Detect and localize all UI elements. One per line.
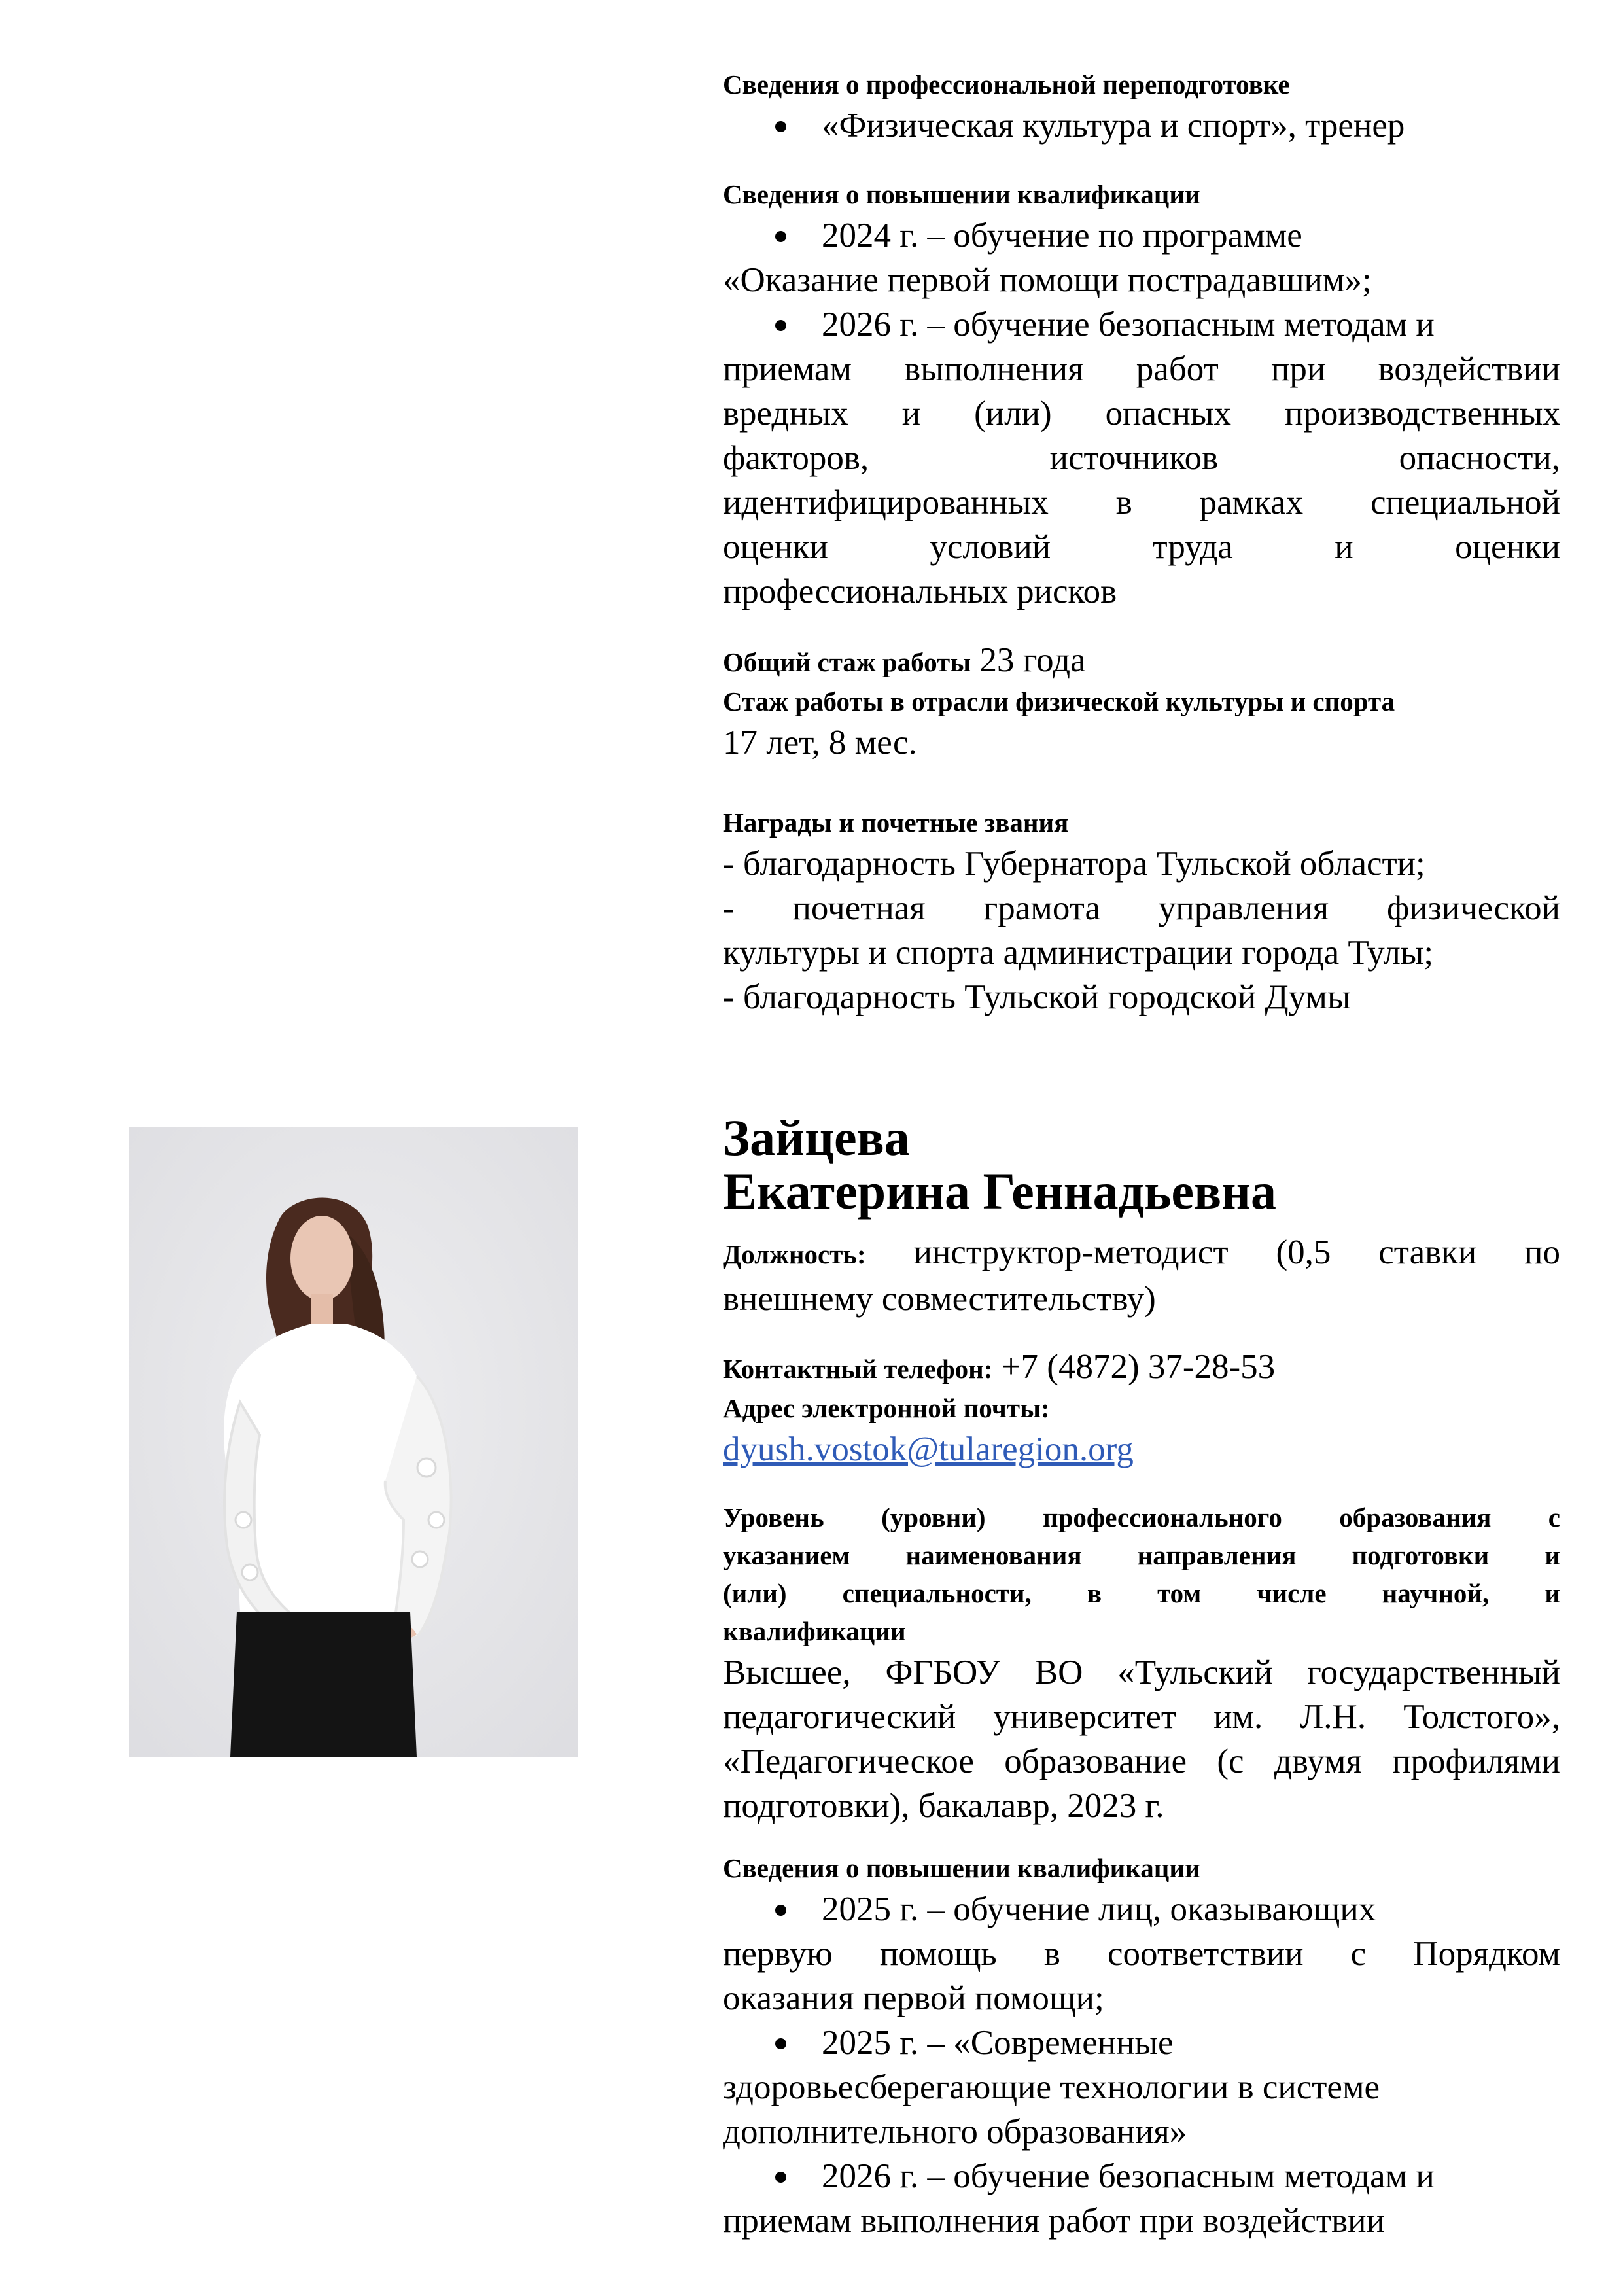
award-item: - благодарность Тульской городской Думы — [723, 978, 1351, 1016]
total-experience-value: 23 года — [979, 641, 1086, 679]
education-heading-line: (или) специальности, в том числе научной, и — [723, 1578, 1560, 1608]
position-line-cont: внешнему совместительству) — [723, 1280, 1156, 1318]
person-qualification-item-2-cont: дополнительного образования» — [723, 2113, 1187, 2151]
education-block — [723, 1498, 1560, 1828]
qualification-item-2-line: приемам выполнения работ при воздействии — [723, 350, 1560, 388]
email-link[interactable]: dyush.vostok@tularegion.org — [723, 1430, 1134, 1468]
retraining-item: «Физическая культура и спорт», тренер — [723, 103, 1560, 148]
awards-heading: Награды и почетные звания — [723, 807, 1069, 838]
education-heading-line: указанием наименования направления подготовки и — [723, 1540, 1560, 1570]
qualification-item-1-cont: «Оказание первой помощи пострадавшим»; — [723, 261, 1372, 299]
total-experience — [723, 640, 1560, 682]
person-photo — [129, 1127, 578, 1757]
person-qualification-item-2: 2025 г. – «Современные — [723, 2021, 1560, 2065]
position-label: Должность: — [723, 1239, 866, 1269]
position-value: инструктор-методист (0,5 ставки по — [913, 1233, 1560, 1271]
education-heading-line: квалификации — [723, 1616, 906, 1646]
person-qualification-item-1-cont: первую помощь в соответствии с Порядком — [723, 1935, 1560, 1973]
award-item-cont: культуры и спорта администрации города Тулы; — [723, 934, 1434, 972]
total-experience-label: Общий стаж работы — [723, 647, 971, 677]
education-text-line: подготовки), бакалавр, 2023 г. — [723, 1787, 1164, 1825]
position-line — [723, 1230, 1560, 1277]
person-qualification-item-3: 2026 г. – обучение безопасным методам и — [723, 2154, 1560, 2199]
person-qualification-heading: Сведения о повышении квалификации — [723, 1853, 1200, 1883]
awards-section — [723, 804, 1560, 1019]
award-item: - благодарность Губернатора Тульской области; — [723, 845, 1425, 883]
experience-section — [723, 640, 1560, 765]
phone-label: Контактный телефон: — [723, 1354, 993, 1384]
qualification-item-2-line: факторов, источников опасности, — [723, 439, 1560, 477]
qualification-item-2-line: оценки условий труда и оценки — [723, 528, 1560, 566]
qualification-item-2-line: вредных и (или) опасных производственных — [723, 395, 1560, 433]
education-text-line: «Педагогическое образование (с двумя профилями — [723, 1742, 1560, 1780]
portrait-image — [129, 1127, 578, 1757]
phone-line — [723, 1347, 1560, 1389]
person-qualification-item-1: 2025 г. – обучение лиц, оказывающих — [723, 1887, 1560, 1932]
retraining-heading: Сведения о профессиональной переподготовке — [723, 69, 1290, 99]
person-name-block — [723, 1111, 1560, 1218]
person-qualification-item-3-cont: приемам выполнения работ при воздействии — [723, 2202, 1385, 2240]
contacts-block — [723, 1347, 1560, 1472]
person-surname: Зайцева — [723, 1109, 910, 1166]
position-block — [723, 1230, 1560, 1321]
industry-experience-value: 17 лет, 8 мес. — [723, 724, 917, 762]
person-qualification-section — [723, 1849, 1560, 2243]
person-qualification-item-1-cont: оказания первой помощи; — [723, 1979, 1104, 2017]
education-text-line: Высшее, ФГБОУ ВО «Тульский государственный — [723, 1653, 1560, 1691]
qualification-item-1: 2024 г. – обучение по программе — [723, 213, 1560, 258]
person-qualification-item-2-cont: здоровьесберегающие технологии в системе — [723, 2068, 1380, 2106]
retraining-section — [723, 65, 1560, 148]
person-given-names: Екатерина Геннадьевна — [723, 1163, 1277, 1220]
qualification-heading: Сведения о повышении квалификации — [723, 179, 1200, 209]
phone-value: +7 (4872) 37-28-53 — [1001, 1348, 1276, 1386]
industry-experience-label: Стаж работы в отрасли физической культуры и спорта — [723, 686, 1395, 716]
qualification-item-2-line: профессиональных рисков — [723, 573, 1117, 610]
email-label: Адрес электронной почты: — [723, 1393, 1050, 1423]
qualification-item-2-line: идентифицированных в рамках специальной — [723, 484, 1560, 521]
qualification-item-2: 2026 г. – обучение безопасным методам и — [723, 302, 1560, 347]
education-heading-line: Уровень (уровни) профессионального образования с — [723, 1502, 1560, 1532]
qualification-section — [723, 175, 1560, 614]
education-text-line: педагогический университет им. Л.Н. Толстого», — [723, 1698, 1560, 1736]
award-item: - почетная грамота управления физической — [723, 889, 1560, 927]
